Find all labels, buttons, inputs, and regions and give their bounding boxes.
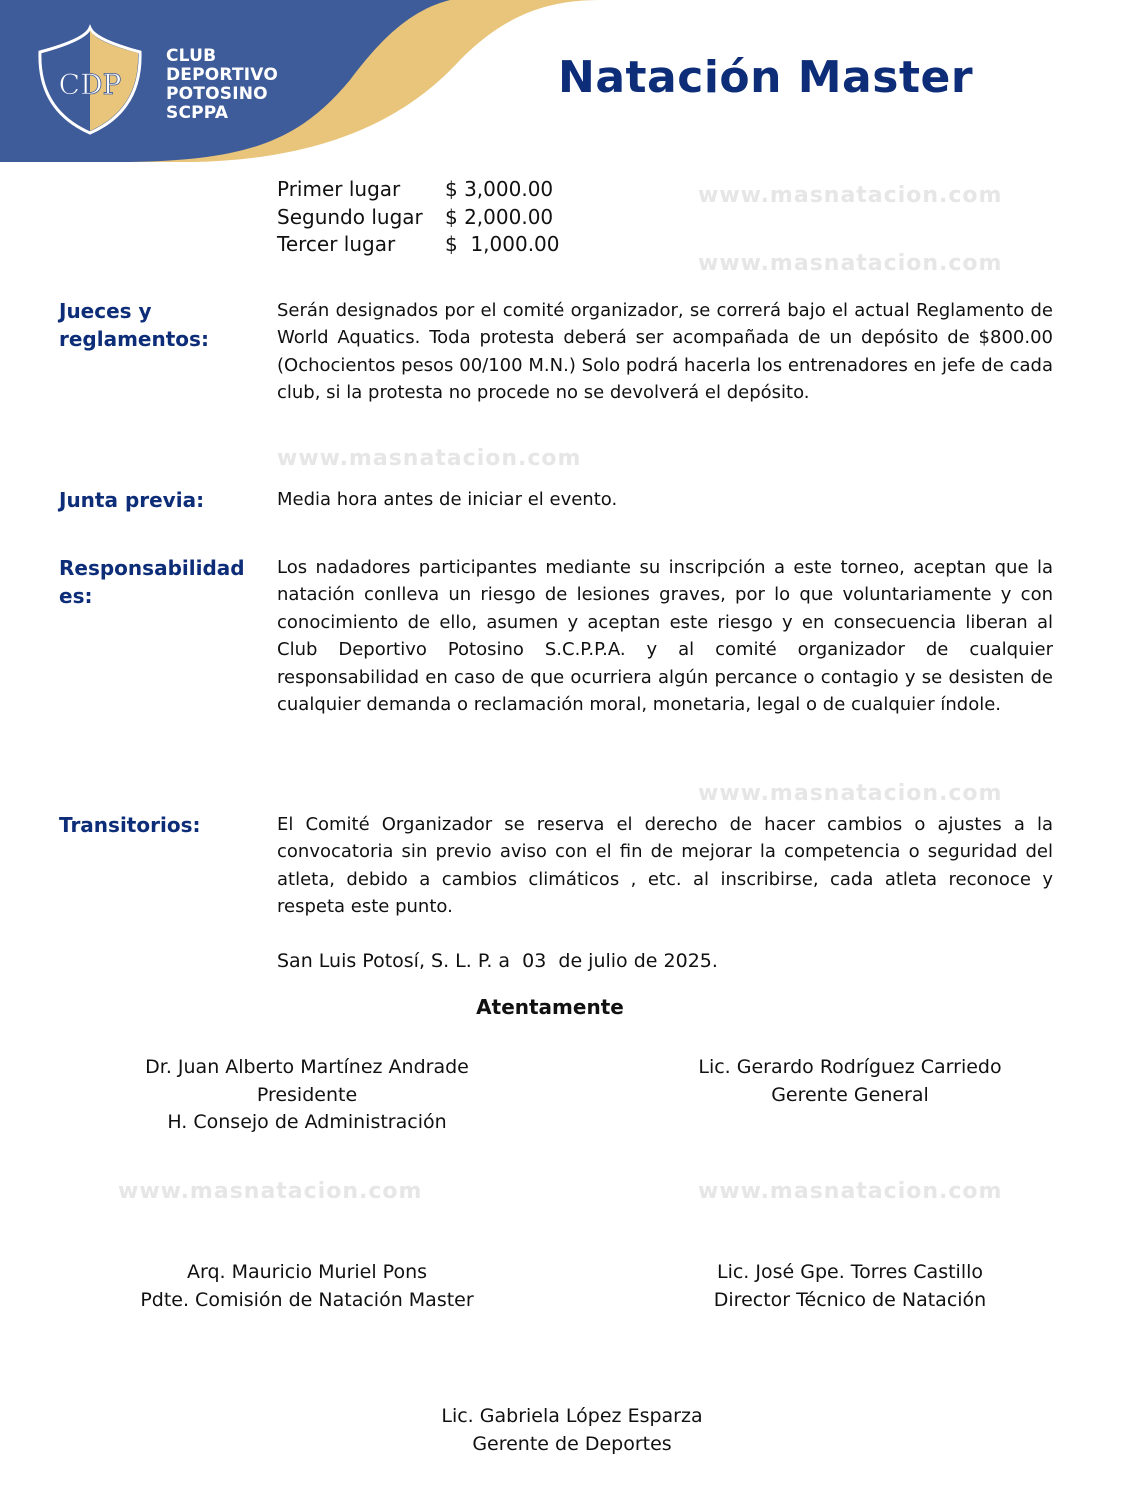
signature-block [650,1259,1050,1314]
section-text: Serán designados por el comité organizador, se correrá bajo el actual Reglamento de World Aquatics. Toda protesta deberá ser acompañada de un depósito de $800.00 (Ochocientos pesos 00/100 M.N.) Solo podrá hacerla los entrenadores en jefe de cada club, si la protesta no procede no se devolverá el depósito. [277,300,1053,404]
section-label: Responsabilidades: [59,556,245,608]
section-label: Transitorios: [59,813,201,837]
watermark: www.masnatacion.com [698,183,1003,208]
signatory-name: Dr. Juan Alberto Martínez Andrade [145,1056,469,1078]
section-junta-previa [59,486,1054,514]
signatory-name: Arq. Mauricio Muriel Pons [186,1261,428,1283]
club-name-line: SCPPA [166,103,229,123]
prize-label: Primer lugar [277,177,401,201]
section-text: Media hora antes de iniciar el evento. [277,489,618,510]
section-text: El Comité Organizador se reserva el derecho de hacer cambios o ajustes a la convocatoria sin previo aviso con el fin de mejorar la competencia o seguridad del atleta, debido a cambios climáticos , etc. al inscribirse, cada atleta reconoce y respeta este punto. [277,814,1053,918]
club-name-line: POTOSINO [166,84,268,104]
club-name-line: CLUB [166,46,217,66]
section-label: Junta previa: [59,488,205,512]
signature-block [650,1054,1050,1109]
watermark: www.masnatacion.com [698,781,1003,806]
section-text: Los nadadores participantes mediante su inscripción a este torneo, aceptan que la natación conlleva un riesgo de lesiones graves, por lo que voluntariamente y con conocimiento de ello, asumen y aceptan este riesgo y en consecuencia liberan al Club Deportivo Potosino S.C.P.P.A. y al comité organizador de cualquier responsabilidad en caso de que ocurriera algún percance o contagio y se desisten de cualquier demanda o reclamación moral, monetaria, legal o de cualquier índole. [277,557,1053,716]
signatory-role: Gerente General [771,1083,929,1106]
watermark: www.masnatacion.com [698,251,1003,276]
prize-label: Segundo lugar [277,204,423,229]
section-transitorios [59,811,1054,921]
section-label: Jueces y reglamentos: [59,299,209,351]
section-responsabilidades [59,554,1054,718]
signature-block [372,1403,772,1458]
section-jueces [59,297,1054,407]
prize-amount: $ 2,000.00 [445,204,554,229]
signatory-name: Lic. José Gpe. Torres Castillo [716,1261,984,1283]
prize-label: Tercer lugar [277,232,396,256]
prize-row [277,204,560,232]
prize-list [277,176,560,259]
signature-block [92,1054,522,1137]
signatory-role: Presidente [256,1083,358,1106]
signatory-name: Lic. Gabriela López Esparza [441,1405,703,1427]
watermark: www.masnatacion.com [118,1179,423,1204]
club-name-line: DEPORTIVO [166,65,278,85]
page-title: Natación Master [558,52,974,103]
prize-amount: $ 1,000.00 [445,232,560,256]
watermark: www.masnatacion.com [277,446,582,471]
date-line: San Luis Potosí, S. L. P. a 03 de julio de 2025. [277,950,718,972]
club-name [166,47,278,123]
watermark: www.masnatacion.com [698,1179,1003,1204]
prize-row [277,231,560,259]
signature-block [92,1259,522,1314]
signatory-role: H. Consejo de Administración [167,1111,447,1133]
logo-monogram: CDP [58,68,122,101]
signatory-role: Gerente de Deportes [472,1432,672,1455]
signatory-role: Director Técnico de Natación [713,1288,987,1311]
prize-row [277,176,560,204]
closing-text: Atentamente [476,995,624,1019]
signatory-name: Lic. Gerardo Rodríguez Carriedo [698,1056,1002,1078]
signatory-role: Pdte. Comisión de Natación Master [140,1288,474,1311]
prize-amount: $ 3,000.00 [445,177,554,201]
